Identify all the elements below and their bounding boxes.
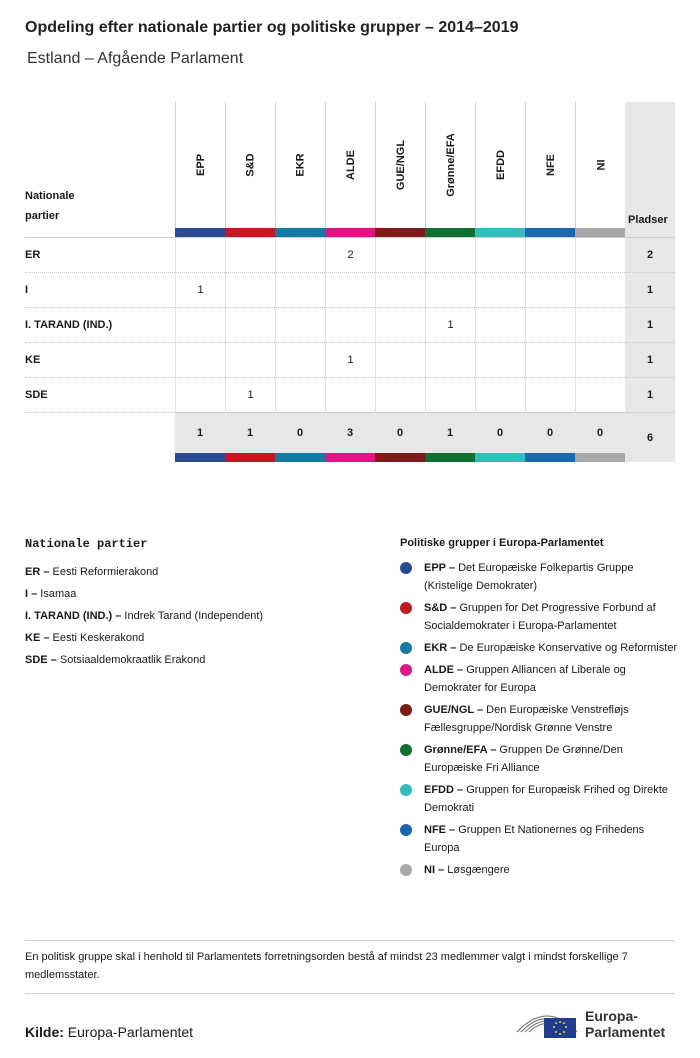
group-color-swatch	[175, 453, 225, 462]
european-parliament-logo	[515, 1002, 680, 1044]
group-color-swatch	[225, 453, 275, 462]
column-header	[275, 102, 326, 228]
group-color-swatch	[375, 228, 425, 237]
group-color-dot	[400, 704, 412, 716]
column-header-label-wrap	[526, 102, 576, 228]
seat-cell	[525, 378, 575, 413]
totals-divider	[25, 412, 175, 414]
column-total: 1	[196, 427, 204, 439]
group-code: EFDD –	[424, 784, 464, 796]
column-header-label: S&D	[244, 153, 257, 177]
totals-row	[175, 412, 625, 454]
group-color-swatch	[375, 453, 425, 462]
column-header-label: EPP	[194, 153, 207, 177]
seat-cell	[475, 238, 525, 273]
group-color-swatch	[525, 228, 575, 237]
column-header-label-wrap	[576, 102, 626, 228]
party-code: I. TARAND (IND.) –	[25, 610, 122, 622]
group-color-swatch	[275, 228, 325, 237]
group-color-dot	[400, 824, 412, 836]
column-header-label-wrap	[326, 102, 376, 228]
grand-total: 6	[625, 412, 675, 463]
column-total: 1	[246, 427, 254, 439]
party-name: I. TARAND (IND.)	[25, 319, 113, 331]
column-total: 0	[396, 427, 404, 439]
row-total: 1	[646, 319, 654, 331]
row-total: 1	[646, 284, 654, 296]
group-fullname: Gruppen De Grønne/Den Europæiske Fri Alliance	[424, 744, 623, 774]
column-header-label: Grønne/EFA	[445, 133, 457, 197]
column-header-label: ALDE	[344, 150, 357, 180]
seat-cell	[375, 343, 425, 378]
column-header-label: EKR	[294, 153, 307, 177]
group-color-swatch	[175, 228, 225, 237]
column-header	[575, 102, 626, 228]
group-legend-item	[400, 661, 680, 697]
party-code: ER –	[25, 566, 50, 578]
column-total: 0	[596, 427, 604, 439]
parliament-emblem-icon	[515, 1002, 579, 1040]
seat-cell: 1	[225, 378, 275, 413]
party-fullname: Eesti Reformierakond	[52, 566, 159, 578]
party-legend-item	[25, 561, 375, 583]
seat-cell	[575, 238, 625, 273]
seat-cell	[375, 273, 425, 308]
group-color-dot	[400, 864, 412, 876]
seat-cell	[325, 273, 375, 308]
seat-cell	[525, 343, 575, 378]
group-fullname: Gruppen for Europæisk Frihed og Direkte Demokrati	[424, 784, 668, 814]
seat-cell	[425, 273, 475, 308]
party-legend	[25, 537, 375, 671]
row-total: 2	[646, 249, 654, 261]
logo-line-2: Parlamentet	[585, 1024, 666, 1040]
party-code: SDE –	[25, 654, 57, 666]
group-color-swatch	[325, 228, 375, 237]
divider	[25, 993, 675, 994]
seat-cell	[225, 238, 275, 273]
row-header: Nationale partier	[25, 190, 75, 222]
seat-cell	[175, 308, 225, 343]
seat-cell: 2	[325, 238, 375, 273]
source	[25, 1024, 193, 1040]
group-fullname: Gruppen for Det Progressive Forbund af Socialdemokrater i Europa-Parlamentet	[424, 602, 656, 632]
party-legend-item	[25, 605, 375, 627]
logo-line-1: Europa-	[585, 1008, 638, 1024]
seat-cell: 1	[325, 343, 375, 378]
column-header	[425, 102, 476, 228]
row-total: 1	[646, 389, 654, 401]
source-label: Kilde:	[25, 1024, 64, 1040]
group-color-swatch	[275, 453, 325, 462]
party-legend-item	[25, 583, 375, 605]
seat-cell	[225, 308, 275, 343]
group-code: GUE/NGL –	[424, 704, 484, 716]
group-color-swatch	[475, 228, 525, 237]
seat-cell	[525, 273, 575, 308]
column-header-label: NFE	[545, 154, 557, 176]
seat-cell	[525, 308, 575, 343]
group-color-dot	[400, 562, 412, 574]
seat-cell	[375, 238, 425, 273]
seat-cell	[225, 343, 275, 378]
group-color-dot	[400, 744, 412, 756]
page-subtitle: Estland – Afgående Parlament	[27, 50, 244, 67]
group-legend-item	[400, 599, 680, 635]
seat-cell	[275, 273, 325, 308]
column-header	[475, 102, 526, 228]
party-name: SDE	[25, 389, 48, 401]
party-legend-heading: Nationale partier	[25, 537, 148, 551]
group-color-dot	[400, 642, 412, 654]
column-header-label-wrap	[276, 102, 326, 228]
group-code: Grønne/EFA –	[424, 744, 497, 756]
table-row	[25, 237, 675, 273]
party-fullname: Sotsiaaldemokraatlik Erakond	[59, 654, 206, 666]
column-total: 1	[446, 427, 454, 439]
column-header	[325, 102, 376, 228]
group-legend	[400, 537, 680, 883]
seat-cell	[275, 378, 325, 413]
group-legend-item	[400, 781, 680, 817]
group-fullname: Gruppen Et Nationernes og Frihedens Europa	[424, 824, 645, 854]
column-total: 0	[546, 427, 554, 439]
seat-cell: 1	[425, 308, 475, 343]
seat-cell	[325, 308, 375, 343]
seat-cell	[525, 238, 575, 273]
seat-cell	[425, 238, 475, 273]
divider	[25, 940, 675, 941]
party-name: I	[25, 284, 29, 296]
group-color-swatch	[425, 453, 475, 462]
group-fullname: Det Europæiske Folkepartis Gruppe (Kristelige Demokrater)	[424, 562, 634, 592]
party-name: ER	[25, 249, 41, 261]
column-header	[525, 102, 576, 228]
seat-cell	[575, 308, 625, 343]
column-header-label-wrap	[426, 102, 476, 228]
table-row	[25, 272, 675, 308]
group-color-swatch	[325, 453, 375, 462]
group-fullname: Gruppen Alliancen af Liberale og Demokrater for Europa	[424, 664, 626, 694]
source-value: Europa-Parlamentet	[67, 1024, 194, 1040]
group-code: EPP –	[424, 562, 455, 574]
seat-cell	[175, 378, 225, 413]
column-header-label-wrap	[226, 102, 276, 228]
page-title: Opdeling efter nationale partier og politiske grupper – 2014–2019	[25, 19, 519, 36]
seat-cell	[375, 378, 425, 413]
group-color-dot	[400, 664, 412, 676]
group-code: ALDE –	[424, 664, 464, 676]
column-header	[175, 102, 226, 228]
column-header-label-wrap	[176, 102, 226, 228]
row-total: 1	[646, 354, 654, 366]
group-legend-heading: Politiske grupper i Europa-Parlamentet	[400, 537, 604, 549]
seat-cell	[425, 343, 475, 378]
group-color-swatch	[475, 453, 525, 462]
group-legend-item	[400, 861, 680, 879]
seat-cell	[425, 378, 475, 413]
seat-table	[25, 102, 675, 462]
column-header-label: GUE/NGL	[395, 139, 407, 191]
party-legend-item	[25, 649, 375, 671]
table-row	[25, 342, 675, 378]
seat-cell	[475, 273, 525, 308]
seat-cell	[325, 378, 375, 413]
party-name: KE	[25, 354, 41, 366]
group-legend-item	[400, 741, 680, 777]
seat-cell	[175, 343, 225, 378]
column-header-label: NI	[595, 159, 607, 171]
group-legend-item	[400, 821, 680, 857]
party-legend-item	[25, 627, 375, 649]
party-code: KE –	[25, 632, 50, 644]
party-fullname: Eesti Keskerakond	[52, 632, 145, 644]
seat-cell	[575, 343, 625, 378]
column-total: 0	[296, 427, 304, 439]
logo-text	[585, 1008, 665, 1040]
seats-header: Pladser	[628, 214, 668, 226]
seat-cell	[475, 343, 525, 378]
seat-cell	[225, 273, 275, 308]
group-color-swatch	[225, 228, 275, 237]
column-header	[225, 102, 276, 228]
group-fullname: Løsgængere	[447, 864, 510, 876]
column-header-label: EFDD	[494, 150, 507, 180]
group-color-dot	[400, 602, 412, 614]
seat-cell	[275, 238, 325, 273]
column-total: 3	[346, 427, 354, 439]
group-code: EKR –	[424, 642, 457, 654]
seat-cell	[175, 238, 225, 273]
seat-cell	[275, 308, 325, 343]
group-color-swatch	[575, 453, 625, 462]
group-code: NI –	[424, 864, 445, 876]
group-fullname: De Europæiske Konservative og Reformister	[459, 642, 678, 654]
group-code: NFE –	[424, 824, 456, 836]
column-header	[375, 102, 426, 228]
group-fullname: Den Europæiske Venstrefløjs Fællesgruppe/Nordisk Grønne Venstre	[424, 704, 629, 734]
party-fullname: Indrek Tarand (Independent)	[124, 610, 264, 622]
seat-cell	[575, 378, 625, 413]
column-header-label-wrap	[376, 102, 426, 228]
group-code: S&D –	[424, 602, 457, 614]
column-total: 0	[496, 427, 504, 439]
party-fullname: Isamaa	[40, 588, 77, 600]
footnote: En politisk gruppe skal i henhold til Parlamentets forretningsorden bestå af mindst 23 medlemmer valgt i mindst forskellige 7 medlemsstater.	[25, 951, 628, 981]
table-row	[25, 377, 675, 413]
group-color-dot	[400, 784, 412, 796]
party-code: I –	[25, 588, 38, 600]
group-legend-item	[400, 639, 680, 657]
seat-cell	[375, 308, 425, 343]
table-row	[25, 307, 675, 343]
group-color-swatch	[525, 453, 575, 462]
group-color-swatch	[575, 228, 625, 237]
group-legend-item	[400, 701, 680, 737]
column-header-label-wrap	[476, 102, 526, 228]
seat-cell	[575, 273, 625, 308]
seat-cell	[475, 378, 525, 413]
seat-cell	[475, 308, 525, 343]
group-legend-item	[400, 559, 680, 595]
seat-cell: 1	[175, 273, 225, 308]
group-color-swatch	[425, 228, 475, 237]
seat-cell	[275, 343, 325, 378]
